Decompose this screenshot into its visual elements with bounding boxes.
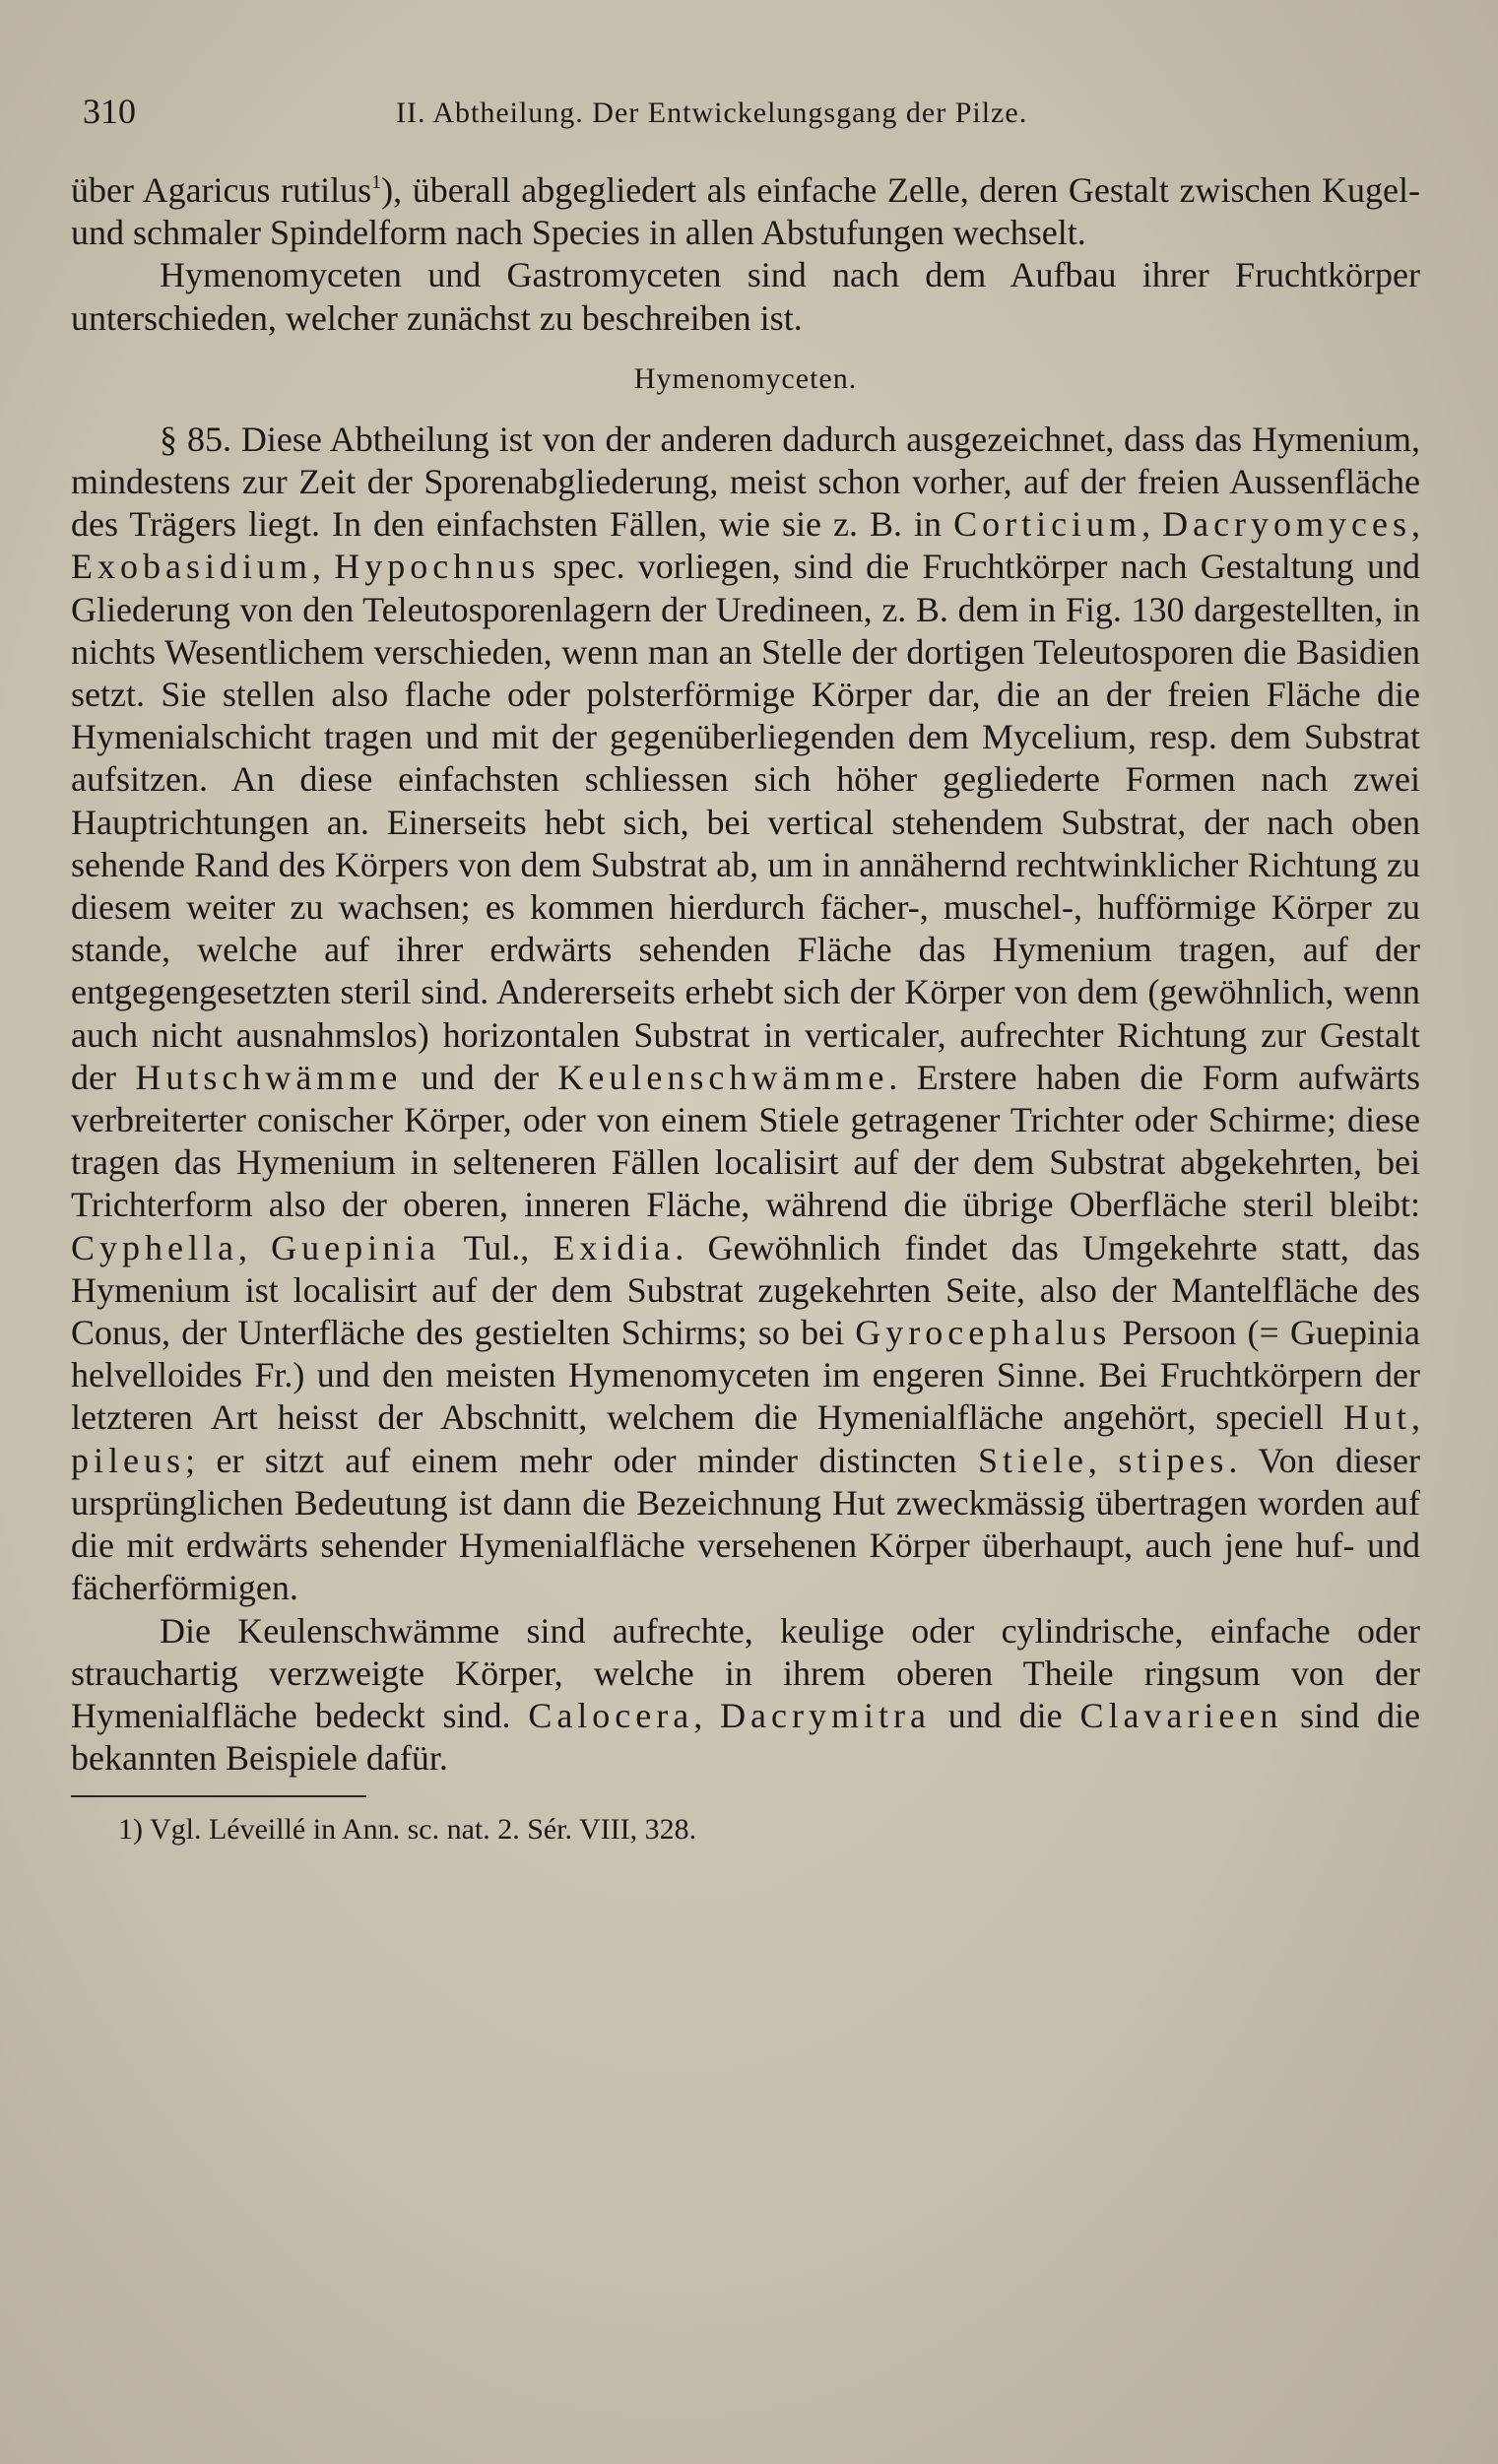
genus-guepinia: Guepinia (271, 1227, 441, 1267)
page-number: 310 (83, 92, 136, 131)
p3-text: und der (402, 1057, 558, 1097)
footnote-ref: 1 (371, 171, 382, 193)
paragraph-4 (71, 1610, 1420, 1781)
p4-text: und die (930, 1695, 1080, 1735)
genus-calocera: Calocera (528, 1695, 694, 1735)
genus-exobasidium: Exobasidium (71, 547, 312, 587)
p3-text: Tul., (440, 1227, 554, 1267)
term-hut: Hut (1343, 1397, 1411, 1438)
para1-text-b: ), überall abgegliedert als einfache Zelle, deren Gestalt zwischen Kugel- und schmaler Spindelform nach Species in allen Abstufungen wechselt. (71, 170, 1420, 253)
p3-text: . Erstere haben die Form aufwärts verbreiterter conischer Körper, oder von einem Stiele getragener Trichter oder Schirme; diese tragen das Hymenium in selteneren Fällen localisirt auf der dem Substrat abgekehrten, bei Trichterform also der oberen, inneren Fläche, während die übrige Oberfläche steril bleibt: (71, 1057, 1420, 1225)
p3-text: § 85. Diese Abtheilung ist von der anderen dadurch ausgezeichnet, dass das Hymenium, mindestens zur Zeit der Sporenabgliederung, meist schon vorher, auf der freien Aussenfläche des Trägers liegt. In den einfachsten Fällen, wie sie z. B. in (71, 419, 1420, 545)
section-heading: Hymenomyceten. (633, 361, 858, 395)
p4-text: , (693, 1695, 721, 1735)
term-keulenschwaemme: Keulenschwämme (557, 1057, 889, 1097)
body-text (71, 169, 1420, 1848)
p4-text: sind die bekannten Beispiele dafür. (71, 1695, 1420, 1779)
p4-text: Die Keulenschwämme sind aufrechte, keulige oder cylindrische, einfache oder strauchartig verzweigte Körper, welche in ihrem oberen Theile ringsum von der Hymenialfläche bedeckt sind. (71, 1610, 1420, 1735)
genus-hypochnus: Hypochnus (334, 547, 541, 587)
term-stipes: stipes (1118, 1440, 1229, 1480)
term-clavarieen: Clavarieen (1079, 1695, 1283, 1735)
genus-dacrymitra: Dacrymitra (720, 1695, 931, 1735)
paragraph-1 (71, 169, 1420, 254)
p3-text: spec. vorliegen, sind die Fruchtkörper nach Gestaltung und Gliederung von den Teleutosporenlagern der Uredineen, z. B. dem in Fig. 130 dargestellten, in nichts Wesentlichem verschieden, wenn man an Stelle der dortigen Teleutosporen die Basidien setzt. Sie stellen also flache oder polsterförmige Körper dar, die an der freien Fläche die Hymenialschicht tragen und mit der gegenüberliegenden dem Mycelium, resp. dem Substrat aufsitzen. An diese einfachsten schliessen sich höher gegliederte Formen nach zwei Hauptrichtungen an. Einerseits hebt sich, bei vertical stehendem Substrat, der nach oben sehende Rand des Körpers von dem Substrat ab, um in annähernd rechtwinklicher Richtung zu diesem weiter zu wachsen; es kommen hierdurch fächer-, muschel-, hufförmige Körper zu stande, welche auf ihrer erdwärts sehenden Fläche das Hymenium tragen, auf der entgegengesetzten steril sind. Andererseits erhebt sich der Körper von dem (gewöhnlich, wenn auch nicht ausnahmslos) horizontalen Substrat in verticaler, aufrechter Richtung zur Gestalt der (71, 547, 1421, 1097)
p3-text: , (1141, 504, 1163, 545)
genus-exidia: Exidia (553, 1227, 676, 1267)
genus-corticium: Corticium (953, 504, 1142, 545)
paragraph-3 (71, 419, 1420, 1610)
term-hutschwaemme: Hutschwämme (135, 1057, 403, 1097)
page-header (71, 91, 1420, 134)
running-title: II. Abtheilung. Der Entwickelungsgang der Pilze. (396, 97, 1028, 129)
p3-text: , (1087, 1440, 1119, 1480)
p3-text: . Von dieser ursprünglichen Bedeutung ist dann die Bezeichnung Hut zweckmässig übertragen worden auf die mit erdwärts sehender Hymenialfläche versehenen Körper überhaupt, auch jene huf- und fächerförmigen. (71, 1440, 1420, 1608)
p3-text: , (1411, 1397, 1420, 1438)
para1-text-a: über Agaricus rutilus (71, 170, 372, 210)
genus-gyrocephalus: Gyrocephalus (855, 1313, 1112, 1353)
genus-dacryomyces: Dacryomyces (1162, 504, 1412, 545)
p3-text: ; er sitzt auf einem mehr oder minder distincten (185, 1440, 978, 1480)
footnote-rule (71, 1795, 366, 1797)
p3-text: . Gewöhnlich findet das Umgekehrte statt, das Hymenium ist localisirt auf der dem Substrat zugekehrten Seite, also der Mantelfläche des Conus, der Unterfläche des gestielten Schirms; so bei (71, 1227, 1421, 1353)
footnote-text: Vgl. Léveillé in Ann. sc. nat. 2. Sér. VIII, 328. (143, 1813, 697, 1847)
paragraph-2: Hymenomyceten und Gastromyceten sind nach dem Aufbau ihrer Fruchtkörper unterschieden, welcher zunächst zu beschreiben ist. (71, 255, 1420, 338)
term-stiele: Stiele (977, 1440, 1088, 1480)
p3-text: , (311, 547, 335, 587)
p3-text: , (237, 1227, 272, 1267)
footnote-mark: 1) (118, 1813, 143, 1847)
p3-text: , (1411, 504, 1421, 545)
footnote (71, 1811, 1420, 1848)
p3-text: Persoon (= Guepinia helvelloides Fr.) und den meisten Hymenomyceten im engeren Sinne. Bei Fruchtkörpern der letzteren Art heisst der Abschnitt, welchem die Hymenialfläche angehört, speciell (71, 1313, 1420, 1438)
term-pileus: pileus (71, 1440, 185, 1480)
genus-cyphella: Cyphella (71, 1227, 238, 1267)
